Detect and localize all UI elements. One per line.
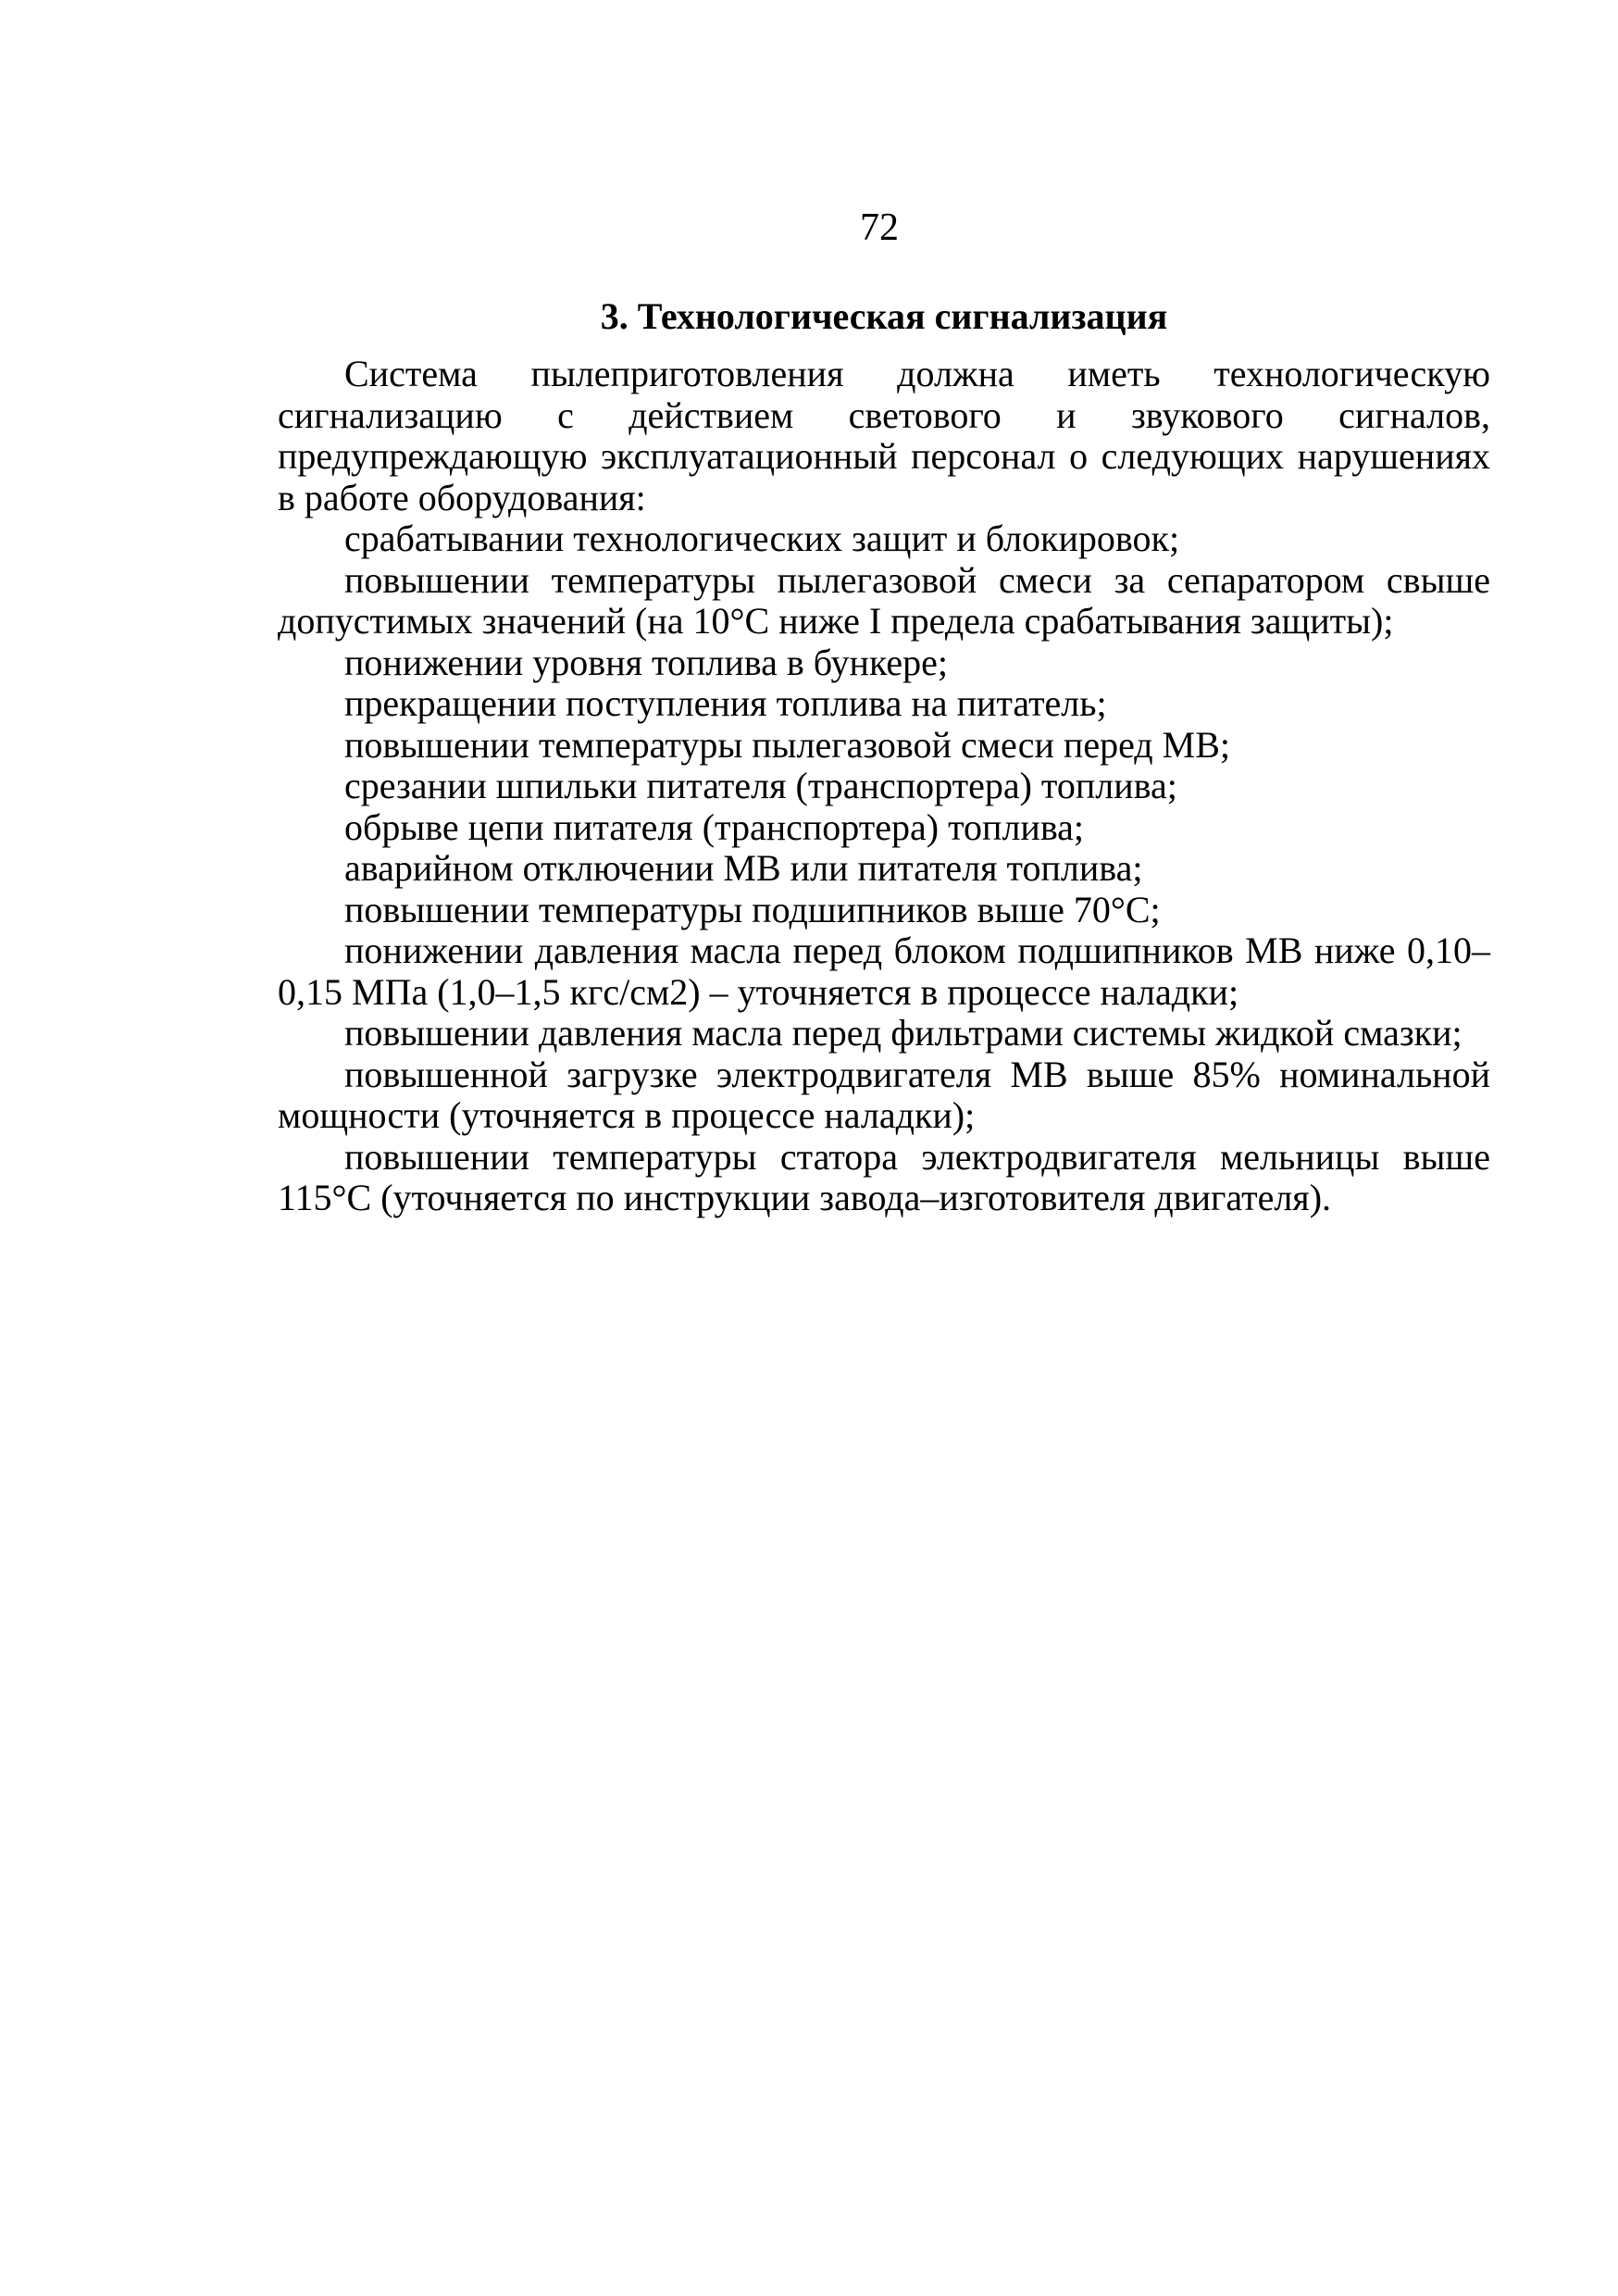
list-item: понижении уровня топлива в бункере; [344,641,949,683]
list-item: повышении температуры пылегазовой смеси за сепаратором свыше допустимых значений (на 10°С ниже I предела срабатывания защиты); [278,558,1490,642]
list-item: срабатывании технологических защит и блокировок; [344,518,1180,559]
list-item: повышенной загрузке электродвигателя МВ выше 85% номинальной мощности (уточняется в процессе наладки); [278,1053,1490,1136]
page-number: 72 [860,206,899,249]
list-item: повышении температуры пылегазовой смеси перед МВ; [344,723,1231,766]
list-item: повышении давления масла перед фильтрами системы жидкой смазки; [344,1012,1462,1054]
list-item: повышении температуры статора электродвигателя мельницы выше 115°С (уточняется по инструкции завода–изготовителя двигателя). [278,1135,1490,1218]
intro-paragraph: Система пылеприготовления должна иметь технологическую сигнализацию с действием светового и звукового сигналов, предупреждающую эксплуатационный персонал о следующих нарушениях в работе оборудования: [278,353,1490,518]
list-item: срезании шпильки питателя (транспортера) топлива; [344,765,1177,806]
list-item: понижении давления масла перед блоком подшипников МВ ниже 0,10–0,15 МПа (1,0–1,5 кгс/см2) – уточняется в процессе наладки; [278,930,1490,1013]
section-title: 3. Технологическая сигнализация [600,295,1168,337]
list-item: обрыве цепи питателя (транспортера) топлива; [344,805,1085,848]
list-item: повышении температуры подшипников выше 70°С; [344,888,1161,930]
list-item: аварийном отключении МВ или питателя топлива; [344,847,1143,889]
body-text [278,354,1490,1219]
list-item: прекращении поступления топлива на питатель; [344,682,1107,724]
